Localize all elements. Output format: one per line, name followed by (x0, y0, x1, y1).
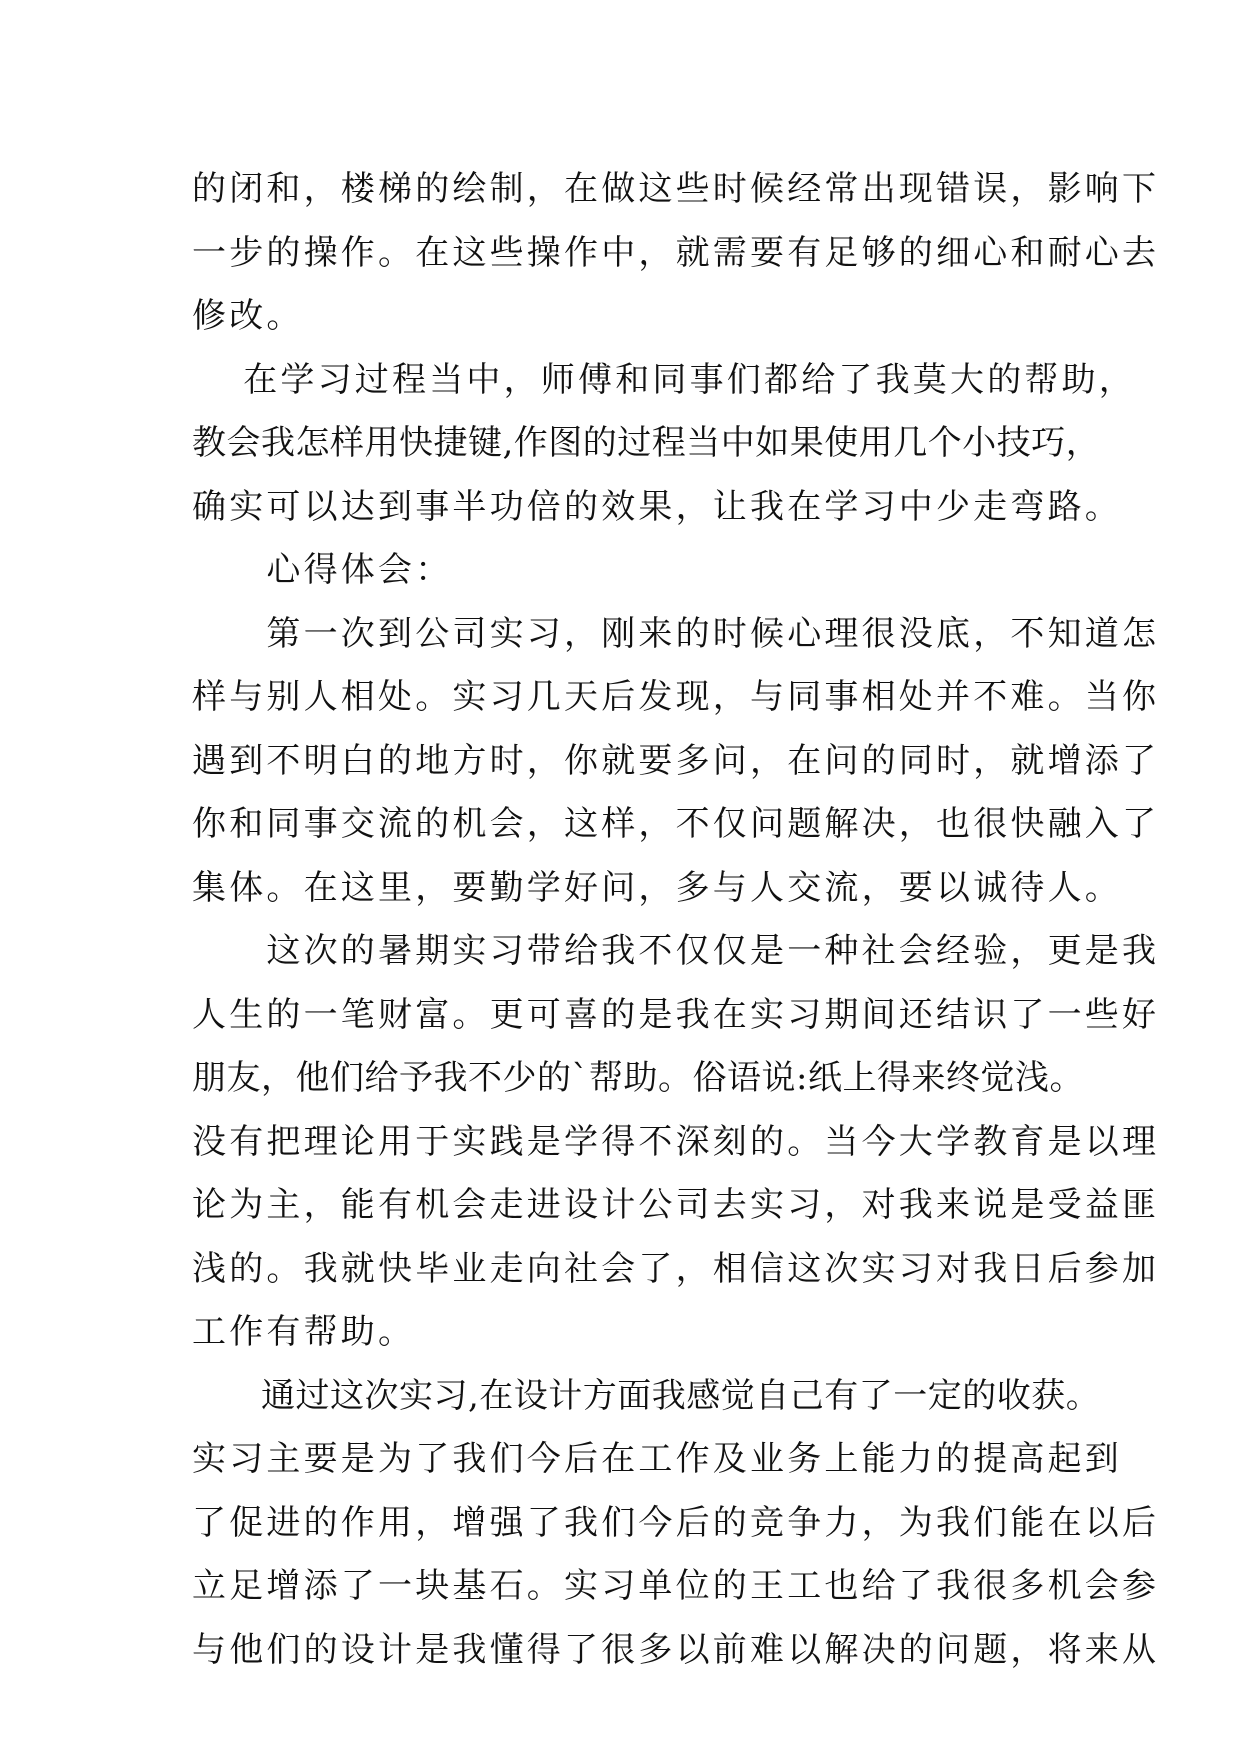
text-line: 没有把理论用于实践是学得不深刻的。当今大学教育是以理 (192, 1121, 1160, 1162)
text-line: 在学习过程当中，师傅和同事们都给了我莫大的帮助， (192, 359, 1137, 400)
text-line: 的闭和，楼梯的绘制，在做这些时候经常出现错误，影响下 (192, 169, 1160, 209)
text-line: 朋友，他们给予我不少的`帮助。俗语说:纸上得来终觉浅。 (192, 1058, 1084, 1098)
section-heading: 心得体会： (192, 550, 453, 590)
text-line: 教会我怎样用快捷键,作图的过程当中如果使用几个小技巧， (192, 423, 1101, 463)
text-line: 实习主要是为了我们今后在工作及业务上能力的提高起到 (192, 1439, 1122, 1479)
text-line: 这次的暑期实习带给我不仅仅是一种社会经验，更是我 (192, 931, 1160, 971)
text-line: 一步的操作。在这些操作中，就需要有足够的细心和耐心去 (192, 232, 1160, 273)
text-line: 人生的一笔财富。更可喜的是我在实习期间还结识了一些好 (192, 994, 1160, 1035)
text-line: 了促进的作用，增强了我们今后的竞争力，为我们能在以后 (192, 1502, 1160, 1543)
text-line: 修改。 (192, 296, 304, 336)
body-text (192, 158, 1160, 1682)
text-line: 第一次到公司实习，刚来的时候心理很没底，不知道怎 (192, 613, 1160, 654)
text-line: 论为主，能有机会走进设计公司去实习，对我来说是受益匪 (192, 1185, 1160, 1225)
text-line: 工作有帮助。 (192, 1312, 416, 1352)
text-line: 立足增添了一块基石。实习单位的王工也给了我很多机会参 (192, 1566, 1160, 1606)
text-line: 与他们的设计是我懂得了很多以前难以解决的问题，将来从 (192, 1629, 1160, 1670)
text-line: 确实可以达到事半功倍的效果，让我在学习中少走弯路。 (192, 486, 1122, 527)
text-line: 浅的。我就快毕业走向社会了，相信这次实习对我日后参加 (192, 1248, 1160, 1289)
text-line: 集体。在这里，要勤学好问，多与人交流，要以诚待人。 (192, 867, 1122, 908)
text-line: 遇到不明白的地方时，你就要多问，在问的同时，就增添了 (192, 740, 1160, 781)
text-line: 通过这次实习,在设计方面我感觉自己有了一定的收获。 (192, 1375, 1101, 1416)
text-line: 你和同事交流的机会，这样，不仅问题解决，也很快融入了 (192, 804, 1160, 844)
text-line: 样与别人相处。实习几天后发现，与同事相处并不难。当你 (192, 677, 1160, 717)
